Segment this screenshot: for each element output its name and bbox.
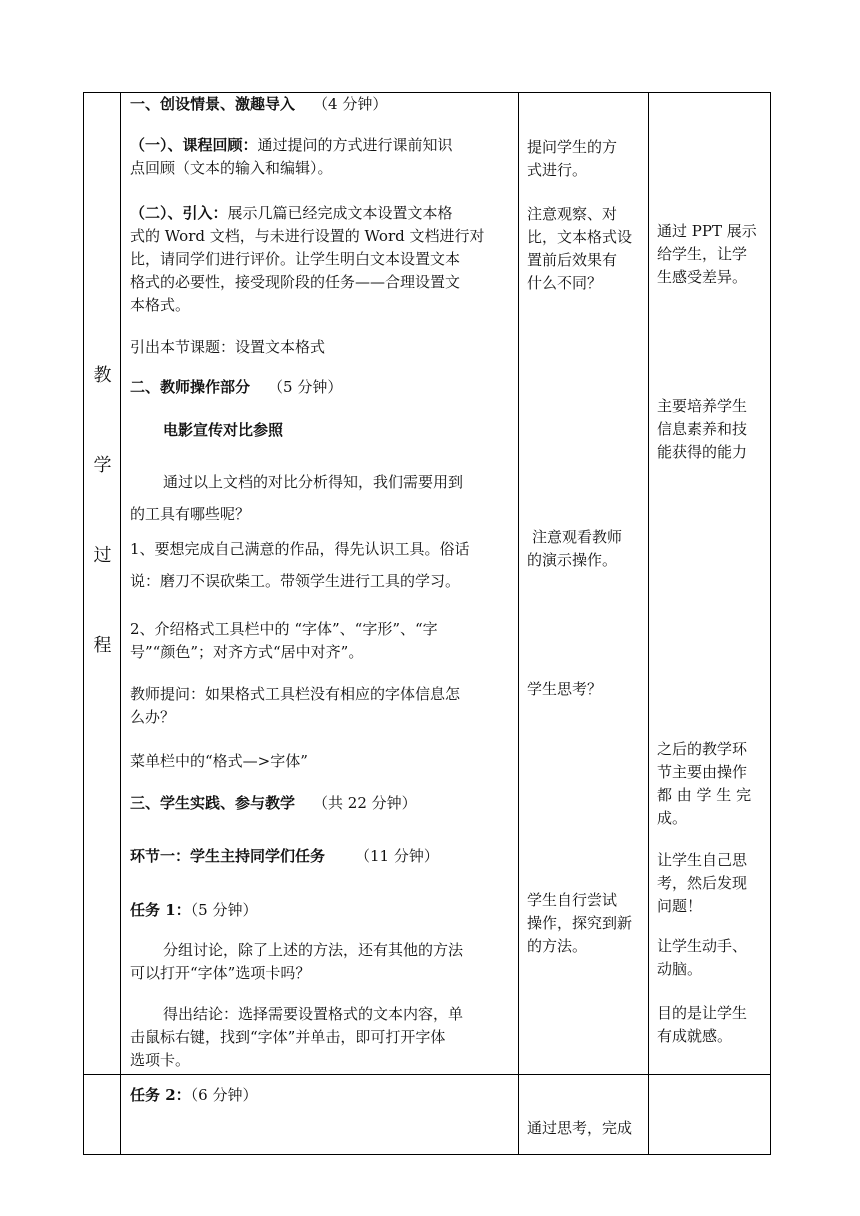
process-label-char: 过 bbox=[93, 545, 112, 566]
table-row bbox=[84, 1075, 771, 1155]
teacher-activity-cell bbox=[121, 1075, 519, 1155]
design-intent-line: 都 由 学 生 完 bbox=[657, 786, 752, 804]
process-label-cell-empty bbox=[84, 1075, 121, 1155]
teacher-activity-cell bbox=[121, 93, 519, 1075]
section-heading: 三、学生实践、参与教学 （共 22 分钟） bbox=[130, 794, 417, 812]
process-label-char: 教 bbox=[93, 365, 112, 386]
design-intent-line: 节主要由操作 bbox=[657, 763, 748, 781]
design-intent-line: 有成就感。 bbox=[657, 1027, 733, 1045]
intro-paragraph: （二）、引入：展示几篇已经完成文本设置文本格 bbox=[130, 204, 453, 222]
design-intent-line: 信息素养和技 bbox=[657, 420, 748, 438]
design-intent-line: 让学生自己思 bbox=[657, 851, 748, 869]
design-intent-line: 目的是让学生 bbox=[657, 1004, 748, 1022]
design-intent-line: 让学生动手、 bbox=[657, 937, 748, 955]
intro-paragraph-line: 本格式。 bbox=[130, 296, 191, 314]
review-paragraph-line: 点回顾（文本的输入和编辑）。 bbox=[130, 159, 333, 177]
design-intent-line: 通过 PPT 展示 bbox=[657, 222, 757, 240]
design-intent-line: 考，然后发现 bbox=[657, 874, 748, 892]
student-activity-line: 提问学生的方 bbox=[527, 138, 618, 156]
conclusion-line: 击鼠标右键，找到“字体”并单击，即可打开字体 bbox=[130, 1028, 446, 1046]
student-activity-line: 注意观看教师 bbox=[532, 528, 623, 546]
task-1-heading: 任务 1：（5 分钟） bbox=[130, 901, 258, 919]
section-heading: 二、教师操作部分 （5 分钟） bbox=[130, 378, 343, 396]
analysis-line: 通过以上文档的对比分析得知，我们需要用到 bbox=[163, 473, 464, 491]
intro-paragraph-line: 格式的必要性，接受现阶段的任务——合理设置文 bbox=[130, 273, 461, 291]
student-activity-line: 置前后效果有 bbox=[527, 251, 618, 269]
conclusion-line: 选项卡。 bbox=[130, 1051, 191, 1069]
design-intent-line: 之后的教学环 bbox=[657, 740, 748, 758]
discussion-line: 分组讨论，除了上述的方法，还有其他的方法 bbox=[163, 941, 464, 959]
review-paragraph: （一）、课程回顾：通过提问的方式进行课前知识 bbox=[130, 136, 453, 154]
design-intent-line: 主要培养学生 bbox=[657, 397, 748, 415]
section-heading: 一、创设情景、激趣导入 （4 分钟） bbox=[130, 95, 388, 113]
design-intent-line: 生感受差异。 bbox=[657, 268, 748, 286]
conclusion-line: 得出结论：选择需要设置格式的文本内容，单 bbox=[163, 1005, 464, 1023]
student-activity-line: 的方法。 bbox=[527, 937, 588, 955]
student-activity-line: 通过思考，完成 bbox=[527, 1119, 633, 1137]
link-1-heading: 环节一：学生主持同学们任务 （11 分钟） bbox=[130, 847, 439, 865]
point-2-line: 号”“颜色”；对齐方式“居中对齐”。 bbox=[130, 643, 364, 661]
process-label-cell bbox=[84, 93, 121, 1075]
intro-paragraph-line: 比，请同学们进行评价。让学生明白文本设置文本 bbox=[130, 250, 461, 268]
design-intent-line: 成。 bbox=[657, 809, 688, 827]
menu-line: 菜单栏中的“格式—>字体” bbox=[130, 752, 308, 770]
analysis-line: 的工具有哪些呢？ bbox=[130, 505, 251, 523]
student-activity-line: 学生自行尝试 bbox=[527, 891, 618, 909]
point-1-line: 1、要想完成自己满意的作品，得先认识工具。俗话 bbox=[130, 540, 470, 558]
lesson-plan-table bbox=[83, 92, 771, 1155]
design-intent-line: 问题！ bbox=[657, 897, 703, 915]
table-row bbox=[84, 93, 771, 1075]
student-activity-line: 比，文本格式设 bbox=[527, 228, 633, 246]
student-activity-cell bbox=[519, 1075, 649, 1155]
design-intent-cell bbox=[649, 93, 771, 1075]
student-activity-line: 什么不同？ bbox=[527, 274, 603, 292]
discussion-line: 可以打开“字体”选项卡吗？ bbox=[130, 964, 311, 982]
design-intent-cell bbox=[649, 1075, 771, 1155]
student-activity-line: 的演示操作。 bbox=[527, 551, 618, 569]
film-comparison-heading: 电影宣传对比参照 bbox=[163, 421, 284, 439]
process-label-char: 程 bbox=[93, 635, 112, 656]
intro-paragraph-line: 式的 Word 文档，与未进行设置的 Word 文档进行对 bbox=[130, 227, 485, 245]
teacher-question-line: 教师提问：如果格式工具栏没有相应的字体信息怎 bbox=[130, 685, 461, 703]
design-intent-line: 能获得的能力 bbox=[657, 443, 748, 461]
student-activity-line: 注意观察、对 bbox=[527, 205, 618, 223]
student-activity-line: 学生思考？ bbox=[527, 680, 603, 698]
point-2-line: 2、介绍格式工具栏中的 “字体”、“字形”、“字 bbox=[130, 620, 438, 638]
student-activity-line: 式进行。 bbox=[527, 161, 588, 179]
task-2-heading: 任务 2：（6 分钟） bbox=[130, 1086, 258, 1104]
teacher-question-line: 么办？ bbox=[130, 708, 176, 726]
student-activity-cell bbox=[519, 93, 649, 1075]
student-activity-line: 操作，探究到新 bbox=[527, 914, 633, 932]
point-1-line: 说：磨刀不误砍柴工。带领学生进行工具的学习。 bbox=[130, 572, 461, 590]
process-label-char: 学 bbox=[93, 455, 112, 476]
design-intent-line: 动脑。 bbox=[657, 960, 703, 978]
design-intent-line: 给学生，让学 bbox=[657, 245, 748, 263]
topic-line: 引出本节课题：设置文本格式 bbox=[130, 338, 326, 356]
